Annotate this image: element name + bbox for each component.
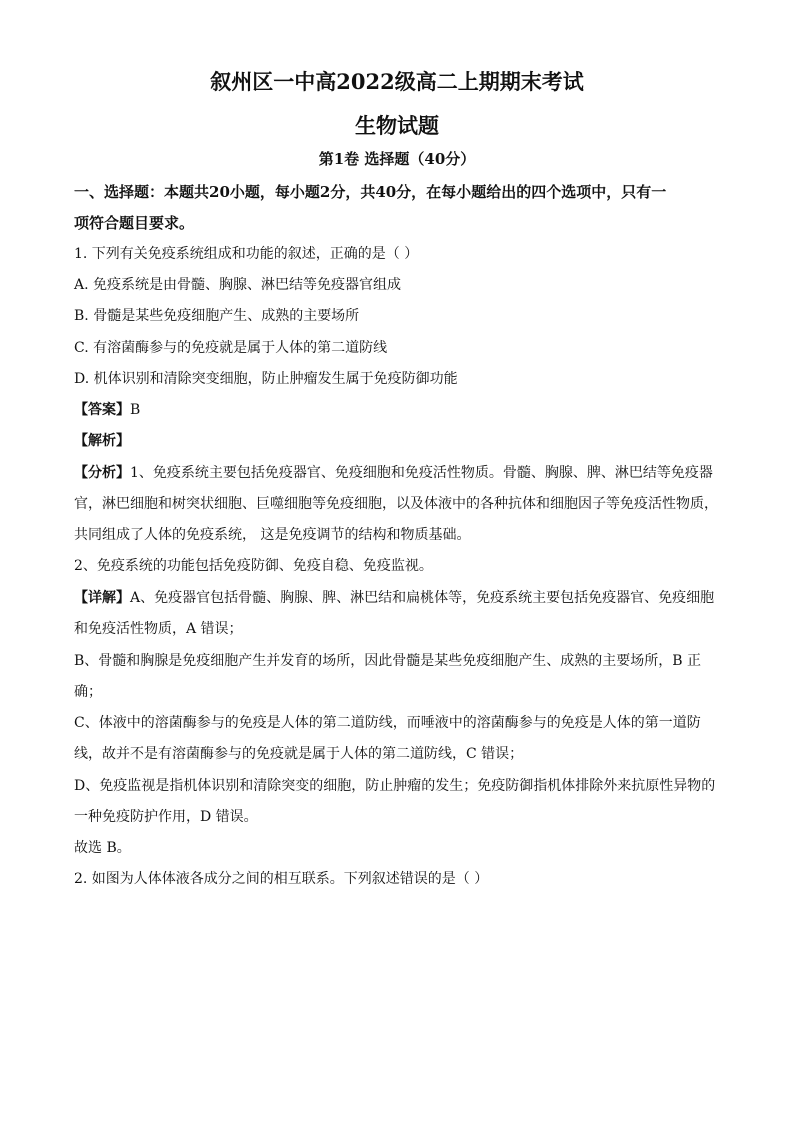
exam-title: 叙州区一中高2022级高二上期期末考试 [210, 69, 584, 94]
xiangjie-line-7: D、免疫监视是指机体识别和清除突变的细胞，防止肿瘤的发生；免疫防御指机体排除外来抗原性异物的 [74, 778, 716, 794]
fenxi-line-4: 2、免疫系统的功能包括免疫防御、免疫自稳、免疫监视。 [74, 558, 433, 574]
fenxi-line-1 [74, 463, 724, 483]
fenxi-text-1: 1、免疫系统主要包括免疫器官、免疫细胞和免疫活性物质。骨髓、胸腺、脾、淋巴结等免疫器 [130, 465, 713, 481]
section-instructions-line1: 一、选择题：本题共20小题，每小题2分，共40分，在每小题给出的四个选项中，只有一 [74, 183, 667, 201]
question-1-option-b: B. 骨髓是某些免疫细胞产生、成熟的主要场所 [74, 308, 360, 324]
fenxi-line-3: 共同组成了人体的免疫系统， 这是免疫调节的结构和物质基础。 [74, 527, 471, 543]
answer-value: B [130, 402, 141, 418]
question-1-option-c: C. 有溶菌酶参与的免疫就是属于人体的第二道防线 [74, 340, 388, 356]
question-1-option-a: A. 免疫系统是由骨髓、胸腺、淋巴结等免疫器官组成 [74, 277, 402, 293]
subject-title: 生物试题 [355, 113, 439, 138]
question-1-stem: 1. 下列有关免疫系统组成和功能的叙述，正确的是（ ） [74, 246, 419, 262]
analysis-label: 【解析】 [74, 433, 130, 449]
answer-label: 【答案】 [74, 402, 130, 418]
fenxi-label: 【分析】 [74, 465, 130, 481]
section-instructions-line2: 项符合题目要求。 [74, 214, 195, 232]
answer-line [74, 400, 724, 420]
xiangjie-text-1: A、免疫器官包括骨髓、胸腺、脾、淋巴结和扁桃体等，免疫系统主要包括免疫器官、免疫细胞 [130, 590, 715, 606]
xiangjie-label: 【详解】 [74, 590, 130, 606]
xiangjie-line-1 [74, 588, 724, 608]
xiangjie-line-2: 和免疫活性物质，A 错误； [74, 621, 243, 637]
xiangjie-line-9: 故选 B。 [74, 840, 131, 856]
fenxi-line-2: 官，淋巴细胞和树突状细胞、巨噬细胞等免疫细胞，以及体液中的各种抗体和细胞因子等免疫活性物质， [74, 496, 718, 512]
xiangjie-line-4: 确； [74, 684, 102, 700]
part-title: 第1卷 选择题（40分） [318, 150, 476, 168]
question-2-stem: 2. 如图为人体体液各成分之间的相互联系。下列叙述错误的是（ ） [74, 871, 489, 887]
xiangjie-line-8: 一种免疫防护作用，D 错误。 [74, 809, 258, 825]
xiangjie-line-3: B、骨髓和胸腺是免疫细胞产生并发育的场所，因此骨髓是某些免疫细胞产生、成熟的主要场所，B 正 [74, 653, 702, 669]
xiangjie-line-6: 线，故并不是有溶菌酶参与的免疫就是属于人体的第二道防线，C 错误； [74, 746, 524, 762]
xiangjie-line-5: C、体液中的溶菌酶参与的免疫是人体的第二道防线，而唾液中的溶菌酶参与的免疫是人体的第一道防 [74, 715, 701, 731]
question-1-option-d: D. 机体识别和清除突变细胞，防止肿瘤发生属于免疫防御功能 [74, 371, 458, 387]
